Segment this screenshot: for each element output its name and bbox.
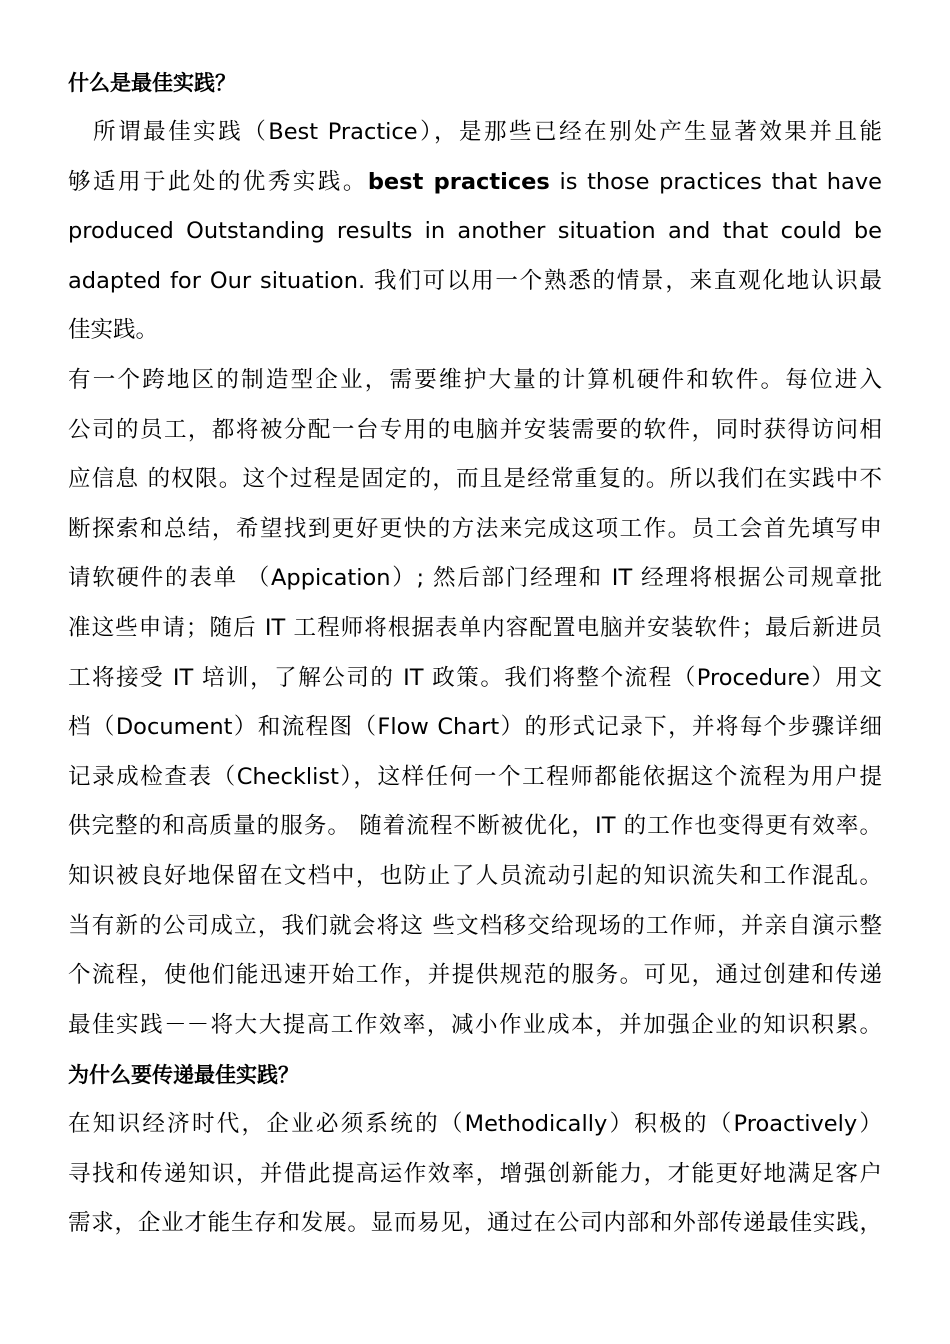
paragraph-line: 请软硬件的表单 （Appication）; 然后部门经理和 IT 经理将根据公司规章批 [68,565,882,592]
paragraph-line: 个流程，使他们能迅速开始工作，并提供规范的服务。可见，通过创建和传递 [68,962,882,989]
paragraph-line: 知识被良好地保留在文档中，也防止了人员流动引起的知识流失和工作混乱。 [68,862,882,889]
paragraph-definition [68,108,882,356]
document-page [68,58,882,1249]
inline-text: 够适用于此处的优秀实践。 [68,168,368,195]
paragraph-line: 佳实践。 [68,317,159,344]
section-heading-why-transfer-best-practice: 为什么要传递最佳实践？ [68,1063,299,1088]
paragraph-line: 公司的员工，都将被分配一台专用的电脑并安装需要的软件，同时获得访问相 [68,416,882,443]
paragraph-line: 当有新的公司成立，我们就会将这 些文档移交给现场的工作师，并亲自演示整 [68,912,882,939]
paragraph-line: 寻找和传递知识，并借此提高运作效率，增强创新能力，才能更好地满足客户 [68,1160,882,1187]
paragraph-line: produced Outstanding results in another situation and that could be [68,218,882,245]
paragraph-line [68,158,882,208]
paragraph-line: 有一个跨地区的制造型企业，需要维护大量的计算机硬件和软件。每位进入 [68,366,882,393]
paragraph-example [68,356,882,1050]
paragraph-line: 需求，企业才能生存和发展。显而易见，通过在公司内部和外部传递最佳实践， [68,1210,882,1237]
paragraph-line: 最佳实践－－将大大提高工作效率，减小作业成本，并加强企业的知识积累。 [68,1011,882,1038]
paragraph-line: 档（Document）和流程图（Flow Chart）的形式记录下，并将每个步骤详细 [68,714,882,741]
paragraph-line: 准这些申请；随后 IT 工程师将根据表单内容配置电脑并安装软件；最后新进员 [68,614,882,641]
paragraph-line: 供完整的和高质量的服务。 随着流程不断被优化，IT 的工作也变得更有效率。 [68,813,882,840]
section-heading-what-is-best-practice: 什么是最佳实践？ [68,71,236,95]
paragraph-line: 应信息 的权限。这个过程是固定的，而且是经常重复的。所以我们在实践中不 [68,466,882,493]
paragraph-line: 所谓最佳实践（Best Practice），是那些已经在别处产生显著效果并且能 [68,119,882,145]
bold-term: best practices [367,168,550,195]
paragraph-line: 工将接受 IT 培训，了解公司的 IT 政策。我们将整个流程（Procedure）用文 [68,664,882,691]
paragraph-line: 在知识经济时代，企业必须系统的（Methodically）积极的（Proactively） [68,1111,882,1138]
paragraph-line: adapted for Our situation. 我们可以用一个熟悉的情景，来直观化地认识最 [68,267,882,294]
paragraph-line: 断探索和总结，希望找到更好更快的方法来完成这项工作。员工会首先填写申 [68,515,882,542]
paragraph-line: 记录成检查表（Checklist），这样任何一个工程师都能依据这个流程为用户提 [68,763,882,790]
inline-text: is those practices that have [549,168,882,195]
paragraph-why [68,1100,882,1249]
